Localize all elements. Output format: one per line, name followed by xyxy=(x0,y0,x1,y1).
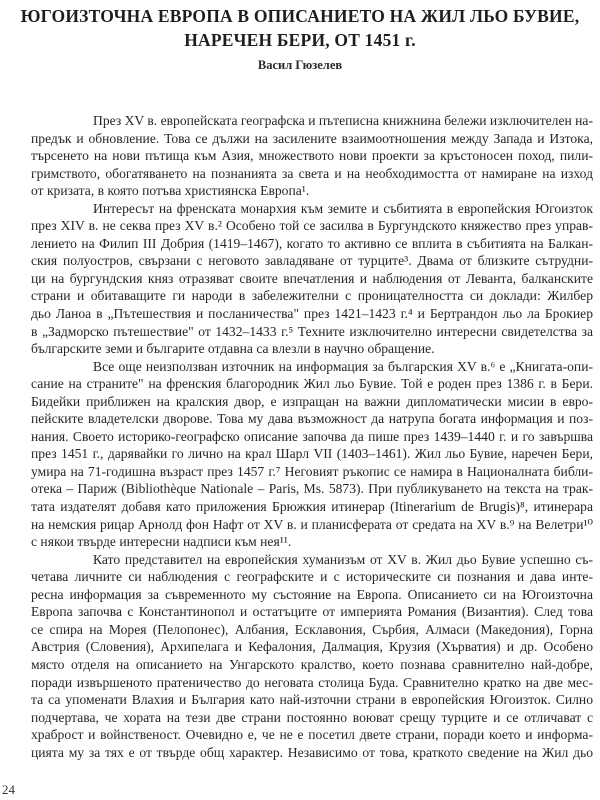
page-number: 24 xyxy=(2,782,15,797)
text-line: гримството, обогатяването на познанията за света и на необходимостта от намиране на изход xyxy=(31,165,593,181)
text-line: дьо Ланоа в „Пътешествия и посланичества" през 1421–1423 г.⁴ и Бертрандон льо ла Брокиер xyxy=(31,306,593,322)
text-line: отека – Париж (Bibliothèque Nationale – Paris, Ms. 5873). При публикуването на текста на трак- xyxy=(31,481,593,497)
paragraph xyxy=(31,358,593,551)
text-line: ския полуостров, свързани с неговото завладяване от турците³. Двама от близките сътрудни- xyxy=(31,253,593,269)
text-line: Интересът на френската монархия към земите и събитията в европейския Югоизток xyxy=(93,200,593,216)
text-line: на немския рицар Арнолд фон Нафт от XV в. и планисферата от средата на XV в.⁹ на Велетри¹⁰ xyxy=(31,516,593,532)
text-line: Все още неизползван източник на информация за българския XV в.⁶ е „Книгата-опи- xyxy=(93,358,593,374)
text-line: се спира на Морея (Пелопонес), Албания, Есклавония, Сърбия, Алмаси (Македония), Горна xyxy=(31,621,593,637)
title-line-1: ЮГОИЗТОЧНА ЕВРОПА В ОПИСАНИЕТО НА ЖИЛ ЛЬО БУВИЕ, xyxy=(20,6,580,26)
text-line: Бидейки приближен на кралския двор, е изпращан на важни дипломатически мисии в евро- xyxy=(31,393,593,409)
text-line: предък и обновление. Това се дължи на засилените взаимоотношения между Запада и Изтока, xyxy=(31,130,593,146)
text-line: През XV в. европейската географска и пътеписна книжнина бележи изключителен на- xyxy=(93,113,593,128)
article-title xyxy=(0,4,600,52)
text-line: българските земи и българите отдавна са влезли в научно обращение. xyxy=(31,341,435,357)
text-line: ресна информация за съвременното му състояние на Европа. Описанието си на Югоизточна xyxy=(31,586,593,602)
text-line: през 1451 г., дарявайки го лично на крал Шарл VII (1403–1461). Жил льо Бувие, наречен Бери, xyxy=(31,446,593,462)
text-line: място отделя на описанието на Унгарското кралство, което познава сравнително най-добре, xyxy=(31,656,593,672)
text-line: пейските владетелски дворове. Това му дава възможност да натрупа богата информация и поз- xyxy=(31,411,593,427)
article-body xyxy=(31,112,593,761)
title-line-2: НАРЕЧЕН БЕРИ, ОТ 1451 г. xyxy=(184,30,416,50)
text-line: нания. Своето историко-географско описание започва да пише през 1439–1440 г. и го завършва xyxy=(31,428,593,444)
text-line: през XIV в. не секва през XV в.² Особено той се засилва в Бургундското княжество през управ- xyxy=(31,218,593,234)
text-line: сание на страните" на френския благородник Жил льо Бувие. Той е роден през 1386 г. в Бери. xyxy=(31,376,593,392)
text-line: умира на 71-годишна възраст през 1457 г.⁷ Неговият ръкопис се намира в Националната библи- xyxy=(31,463,593,479)
text-line: от кризата, в която потъва християнска Европа¹. xyxy=(31,183,310,199)
text-line: страни и обитаващите ги народи в забележителни с проницателността си доклади: Жилбер xyxy=(31,288,593,304)
text-line: храброст и войнственост. Очевидно е, че не е посетил двете страни, поради което и информа- xyxy=(31,727,593,743)
text-line: тата издателят добавя като приложения Брюжкия итинерар (Itinerarium de Brugis)⁸, итинерара xyxy=(31,499,593,515)
text-line: ци на бургундския княз отразяват своите впечатления и наблюдения от Леванта, балканските xyxy=(31,270,593,286)
text-line: с някои твърде интересни надписи към нея¹¹. xyxy=(31,534,292,550)
text-line: търсенето на нови пътища към Азия, множеството нови проекти за кръстоносен поход, пили- xyxy=(31,148,593,164)
text-line: в „Задморско пътешествие" от 1432–1433 г.⁵ Техните изключително интересни свидетелства за xyxy=(31,323,593,339)
text-line: Като представител на европейския хуманизъм от XV в. Жил дьо Бувие успешно съ- xyxy=(93,551,593,567)
paragraph xyxy=(31,112,593,200)
paragraph xyxy=(31,551,593,762)
text-line: цията му за тях е от твърде общ характер. Независимо от това, краткото сведение на Жил дьо xyxy=(31,744,593,760)
text-line: поради извършеното пратеничество до неговата столица Буда. Сравнително кратко на две мес- xyxy=(31,674,593,690)
text-line: четава личните си наблюдения с географските и с историческите си познания и дава инте- xyxy=(31,569,593,585)
text-line: Европа започва с Константинопол и остатъците от империята Романия (Византия). След това xyxy=(31,604,593,620)
text-line: лението на Филип III Добрия (1419–1467), когато то активно се вплита в събитията на Балкан- xyxy=(31,235,593,251)
text-line: та са упоменати Влахия и България като най-източни страни в европейския Югоизток. Силно xyxy=(31,692,593,708)
author-name: Васил Гюзелев xyxy=(257,58,343,72)
text-line: подчертава, че хората на тези две страни постоянно воюват срещу турците и се отличават с xyxy=(31,709,593,725)
text-line: Австрия (Словения), Архипелага и Кефалония, Далмация, Крузия (Хърватия) и др. Особено xyxy=(31,639,593,655)
paragraph xyxy=(31,200,593,358)
